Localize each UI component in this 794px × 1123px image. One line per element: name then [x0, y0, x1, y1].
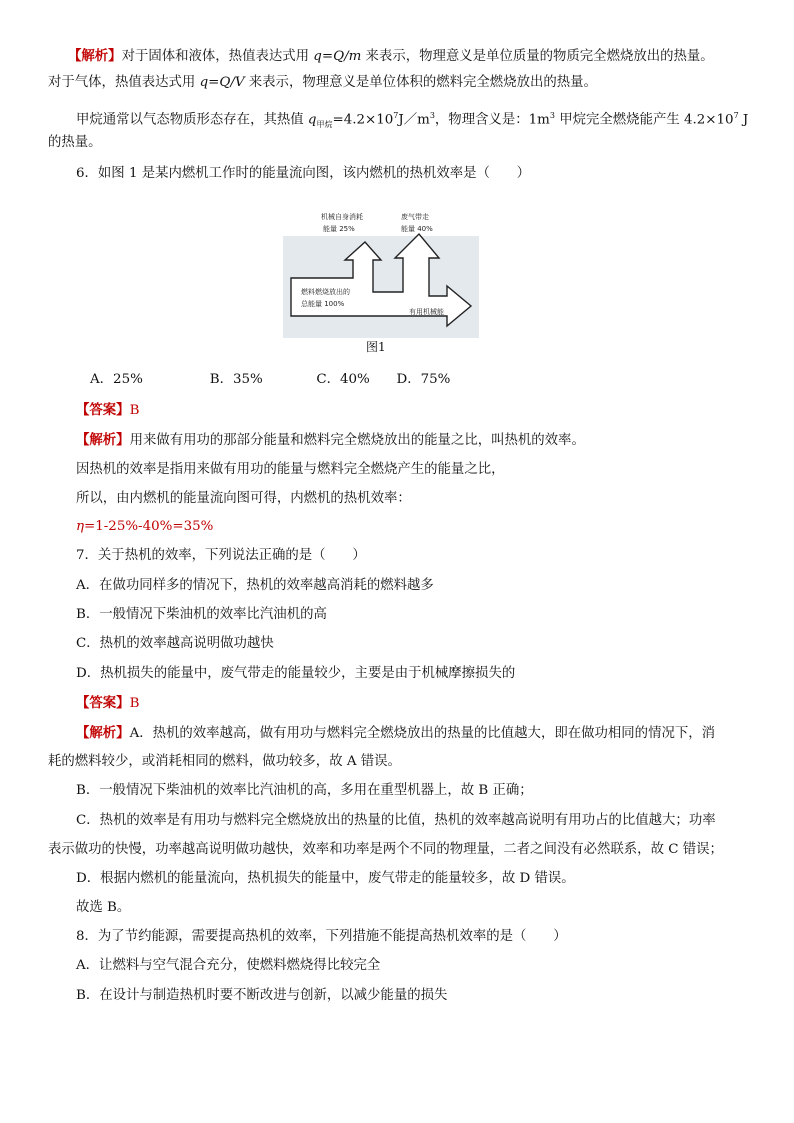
analysis-tag: 【解析】 — [68, 48, 122, 64]
q7-option-b: B．一般情况下柴油机的效率比汽油机的高 — [76, 607, 327, 622]
answer-tag: 【答案】 — [76, 695, 130, 711]
q5-analysis-line2: 对于气体，热值表达式用 q=Q/V 来表示，物理意义是单位体积的燃料完全燃烧放出的热量。 — [48, 75, 597, 90]
formula-mass: q=Q/m — [313, 49, 362, 64]
q6-stem: 6．如图 1 是某内燃机工作时的能量流向图，该内燃机的热机效率是（ ） — [76, 166, 531, 181]
q8-stem: 8．为了节约能源，需要提高热机的效率，下列措施不能提高热机效率的是（ ） — [76, 929, 567, 944]
answer-value: B — [129, 696, 140, 711]
q6-analysis-line1: 【解析】用来做有用功的那部分能量和燃料完全燃烧放出的能量之比，叫热机的效率。 — [76, 432, 585, 448]
answer-tag: 【答案】 — [76, 402, 130, 418]
q6-analysis-line2: 因热机的效率是指用来做有用功的能量与燃料完全燃烧产生的能量之比， — [76, 462, 505, 477]
q6-analysis-line3: 所以，由内燃机的能量流向图可得，内燃机的热机效率： — [76, 491, 411, 506]
q7-analysis-line1b: 耗的燃料较少，或消耗相同的燃料，做功较多，故 A 错误。 — [48, 754, 401, 769]
q7-stem: 7．关于热机的效率，下列说法正确的是（ ） — [76, 548, 366, 563]
label-exhaust-1: 废气带走 — [401, 213, 429, 221]
label-exhaust-2: 能量 40% — [401, 225, 433, 233]
energy-flow-svg — [283, 206, 479, 338]
q7-analysis-line5: 故选 B。 — [76, 900, 131, 915]
q7-analysis-line2: B．一般情况下柴油机的效率比汽油机的高，多用在重型机器上，故 B 正确； — [76, 783, 533, 798]
figure-caption: 图1 — [366, 340, 386, 354]
q7-option-a: A．在做功同样多的情况下，热机的效率越高消耗的燃料越多 — [76, 578, 434, 593]
q6-analysis-line4: η=1-25%-40%=35% — [76, 519, 214, 534]
analysis-tag: 【解析】 — [76, 432, 130, 448]
label-useful: 有用机械能 — [409, 308, 444, 316]
label-mech-1: 机械自身消耗 — [321, 213, 363, 221]
answer-value: B — [129, 403, 140, 418]
q7-analysis-line4: D．根据内燃机的能量流向，热机损失的能量中，废气带走的能量较多，故 D 错误。 — [76, 871, 575, 886]
analysis-tag: 【解析】 — [76, 725, 130, 741]
q8-option-a: A．让燃料与空气混合充分，使燃料燃烧得比较完全 — [76, 958, 381, 973]
label-mech-2: 能量 25% — [323, 225, 355, 233]
q5-analysis-line1: 【解析】对于固体和液体，热值表达式用 q=Q/m 来表示，物理意义是单位质量的物质完全燃烧放出的热量。 — [68, 48, 714, 64]
q7-analysis-line3: C．热机的效率是有用功与燃料完全燃烧放出的热量的比值，热机的效率越高说明有用功占的比值越大；功率 — [76, 813, 716, 828]
q5-analysis-line3: 甲烷通常以气态物质形态存在，其热值 $q_{甲烷}=4.2\times 10^7J/m^3$，物理含义是：$1m^3$ 甲烷完全燃烧能产生 $4.2\times 10^7$ J — [76, 111, 749, 130]
q6-options: A．25% B．35% C．40% D．75% — [90, 372, 451, 387]
q6-answer — [76, 401, 139, 420]
q7-answer — [76, 694, 139, 713]
label-total-1: 燃料燃烧放出的 — [301, 288, 350, 296]
q7-analysis-line1: 【解析】A．热机的效率越高，做有用功与燃料完全燃烧放出的热量的比值越大，即在做功相同的情况下，消 — [76, 725, 716, 741]
q7-analysis-line3b: 表示做功的快慢，功率越高说明做功越快，效率和功率是两个不同的物理量，二者之间没有必然联系，故 C 错误； — [48, 842, 723, 857]
formula-volume: q=Q/V — [199, 75, 245, 90]
q7-option-d: D．热机损失的能量中，废气带走的能量较少，主要是由于机械摩擦损失的 — [76, 666, 516, 681]
q7-option-c: C．热机的效率越高说明做功越快 — [76, 636, 274, 651]
label-total-2: 总能量 100% — [301, 300, 345, 308]
q5-analysis-line4: 的热量。 — [48, 135, 102, 150]
q8-option-b: B．在设计与制造热机时要不断改进与创新，以减少能量的损失 — [76, 988, 448, 1003]
energy-flow-diagram — [283, 206, 479, 338]
